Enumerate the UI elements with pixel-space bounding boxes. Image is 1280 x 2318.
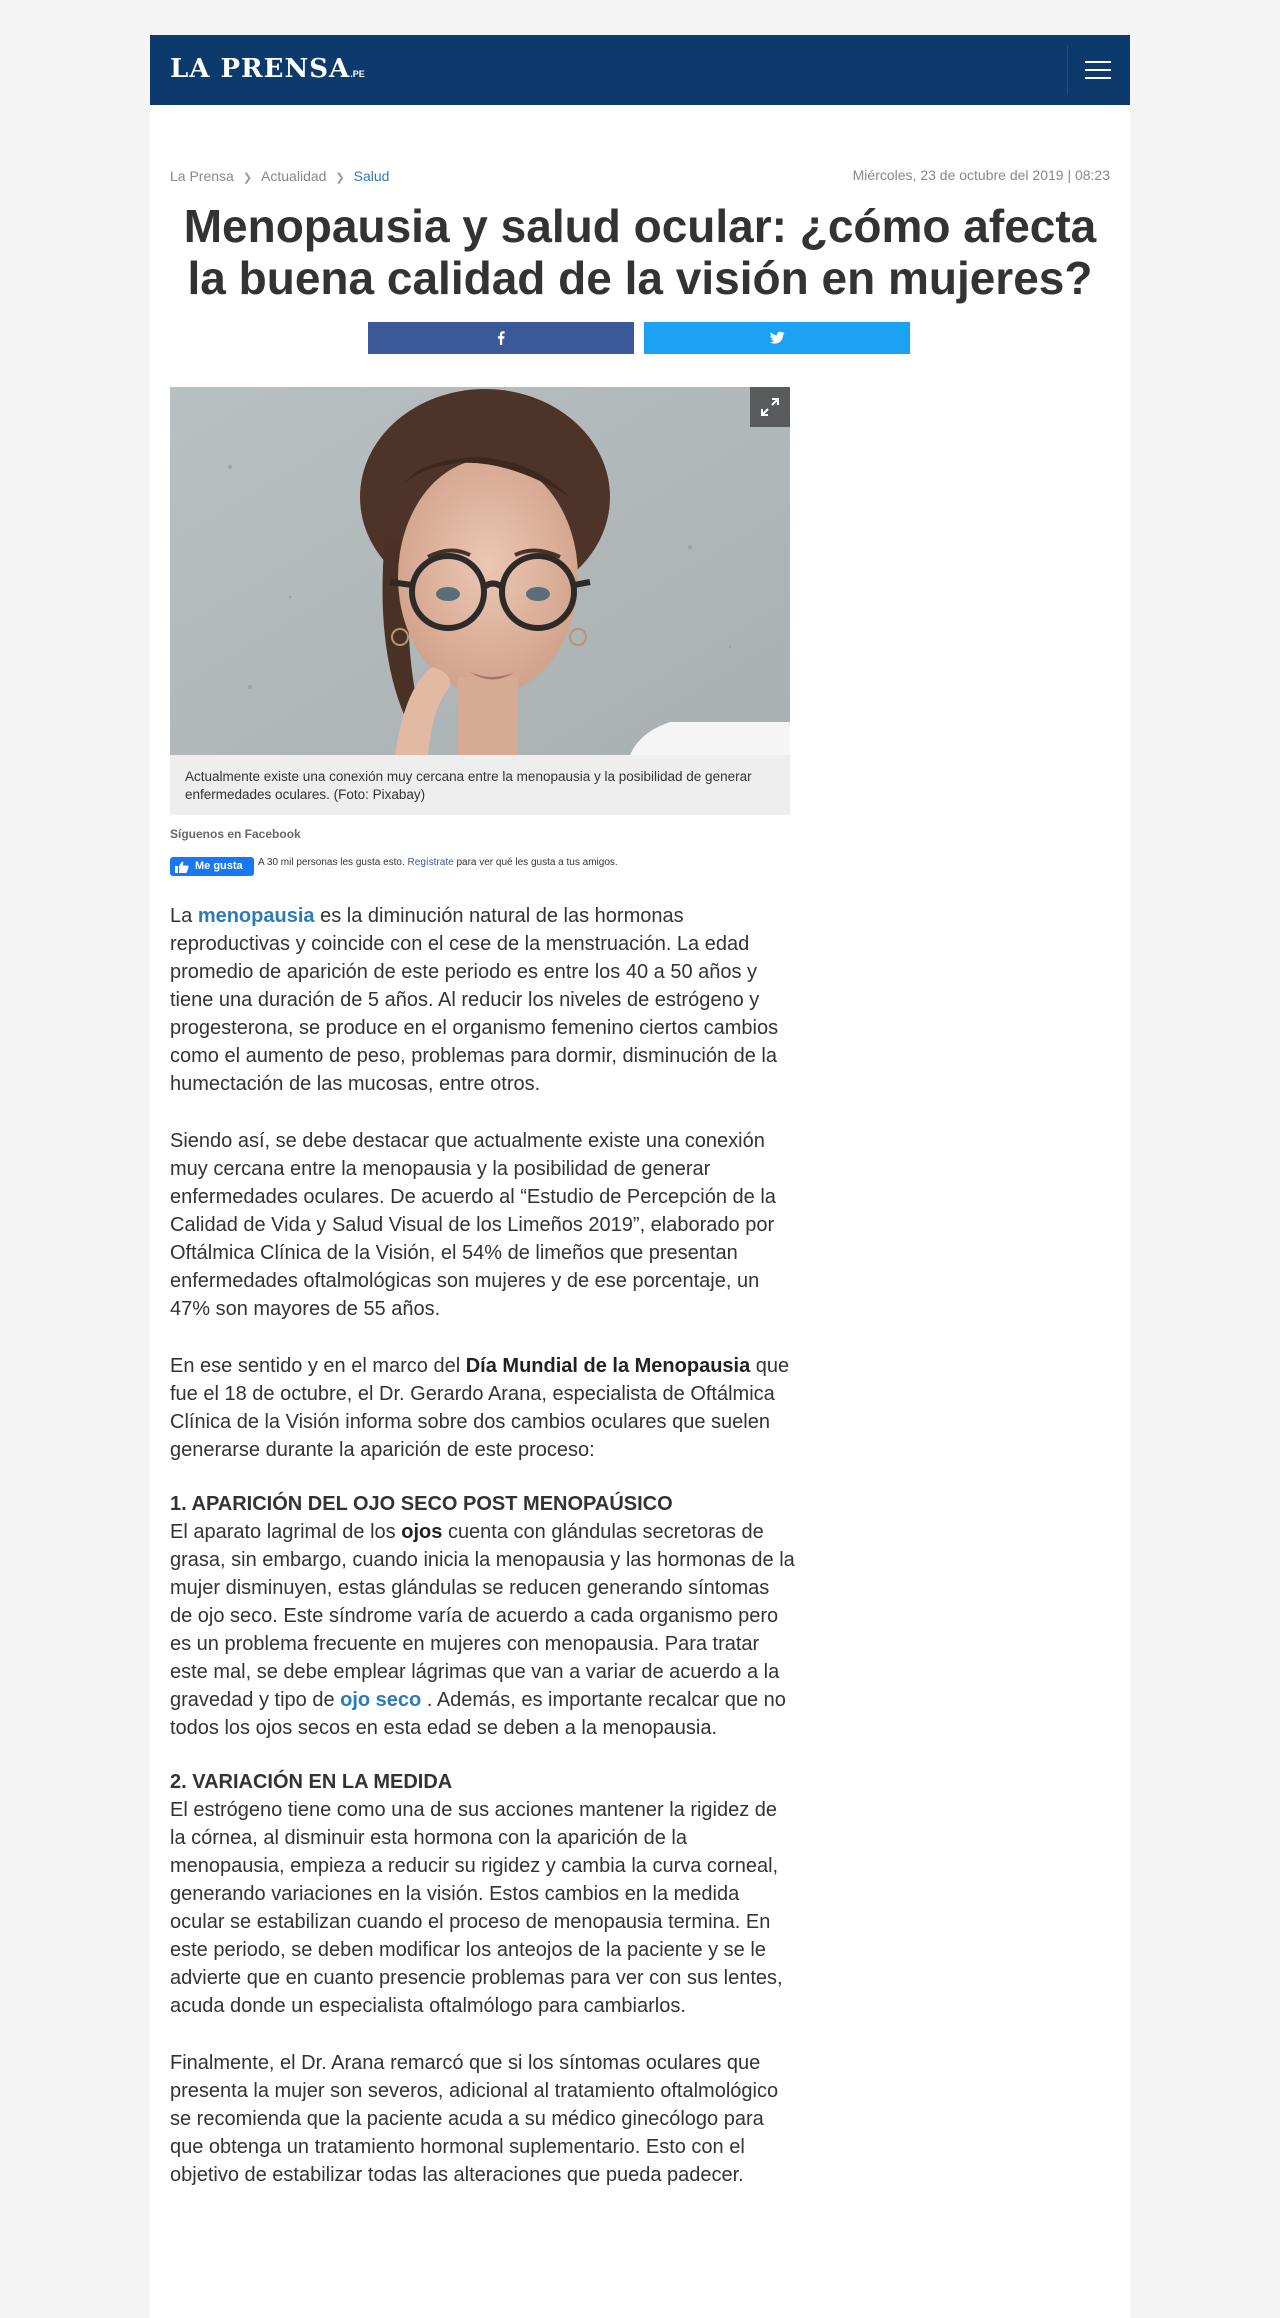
logo-suffix: .PE [350,69,365,79]
menopausia-link[interactable]: menopausia [197,905,315,927]
facebook-like-button[interactable] [170,857,254,876]
register-text: para ver qué les gusta a tus amigos. [456,857,618,868]
bold-text: Día Mundial de la Menopausia [465,1355,751,1377]
image-caption: Actualmente existe una conexión muy cercana entre la menopausia y la posibilidad de generar enfermedades oculares. (Foto: Pixabay) [170,755,790,815]
site-logo[interactable] [170,54,365,84]
share-facebook-button[interactable] [368,322,634,354]
section-heading: 1. APARICIÓN DEL OJO SECO POST MENOPAÚSICO [170,1493,673,1515]
chevron-right-icon: ❯ [335,172,345,184]
article-paragraph: Finalmente, el Dr. Arana remarcó que si los síntomas oculares que presenta la mujer son severos, adicional al tratamiento oftalmológico se recomienda que la paciente acuda a su médico ginecólogo para que obtenga un tratamiento hormonal suplementario. Esto con el objetivo de estabilizar todas las alteraciones que pueda padecer. [170,2052,779,2186]
like-button-label: Me gusta [195,860,243,872]
ojo-seco-link[interactable]: ojo seco [340,1689,422,1711]
article-paragraph: Siendo así, se debe destacar que actualmente existe una conexión muy cercana entre la menopausia y la posibilidad de generar enfermedades oculares. De acuerdo al “Estudio de Percepción de la Calidad de Vida y Salud Visual de los Limeños 2019”, elaborado por Oftálmica Clínica de la Visión, el 54% de limeños que presentan enfermedades oftalmológicas son mujeres y de ese porcentaje, un 47% son mayores de 55 años. [170,1130,776,1320]
article-paragraph: En ese sentido y en el marco del Día Mundial de la Menopausia que fue el 18 de octubre, el Dr. Gerardo Arana, especialista de Oftálmica Clínica de la Visión informa sobre dos cambios oculares que suelen generarse durante la aparición de este proceso: [170,1355,790,1461]
woman-with-glasses-photo [170,387,790,755]
article-image[interactable] [170,387,790,755]
share-twitter-button[interactable] [644,322,910,354]
article-paragraph: El aparato lagrimal de los ojos cuenta con glándulas secretoras de grasa, sin embargo, cuando inicia la menopausia y las hormonas de la mujer disminuyen, estas glándulas se reducen generando síntomas de ojo seco. Este síndrome varía de acuerdo a cada organismo pero es un problema frecuente en mujeres con menopausia. Para tratar este mal, se debe emplear lágrimas que van a variar de acuerdo a la gravedad y tipo de ojo seco . Además, es importante recalcar que no todos los ojos secos en esta edad se deben a la menopausia. [170,1521,795,1739]
breadcrumb-home[interactable]: La Prensa [170,168,234,184]
breadcrumb-category[interactable]: Salud [353,168,390,184]
facebook-follow-label: Síguenos en Facebook [170,827,301,841]
article-paragraph: La menopausia es la diminución natural de las hormonas reproductivas y coincide con el cese de la menstruación. La edad promedio de aparición de este periodo es entre los 40 a 50 años y tiene una duración de 5 años. Al reducir los niveles de estrógeno y progesterona, se produce en el organismo femenino ciertos cambios como el aumento de peso, problemas para dormir, disminución de la humectación de las mucosas, entre otros. [170,905,779,1095]
chevron-right-icon: ❯ [242,172,253,184]
bold-text: ojos [401,1521,443,1543]
expand-icon [761,398,779,416]
page-container [150,35,1130,2318]
article-paragraph: El estrógeno tiene como una de sus acciones mantener la rigidez de la córnea, al disminuir esta hormona con la aparición de la menopausia, empieza a reducir su rigidez y cambia la curva corneal, generando variaciones en la visión. Estos cambios en la medida ocular se estabilizan cuando el proceso de menopausia termina. En este periodo, se deben modificar los anteojos de la paciente y se le advierte que en cuanto presencie problemas para ver con sus lentes, acuda donde un especialista oftalmólogo para cambiarlos. [170,1799,783,2017]
twitter-icon [770,331,785,345]
expand-image-button[interactable] [750,387,790,427]
menu-divider [1067,45,1068,95]
breadcrumb-section[interactable]: Actualidad [261,168,327,184]
article-body [170,902,795,2189]
section-heading: 2. VARIACIÓN EN LA MEDIDA [170,1771,453,1793]
hamburger-menu-icon[interactable] [1082,57,1114,83]
article-title: Menopausia y salud ocular: ¿cómo afecta la buena calidad de la visión en mujeres? [183,200,1097,304]
thumbs-up-icon [175,861,189,873]
publish-date: Miércoles, 23 de octubre del 2019 | 08:23 [852,167,1110,183]
facebook-like-count [258,856,628,870]
breadcrumb [170,168,389,184]
logo-text: LA PRENSA [170,54,351,84]
site-header [150,35,1130,105]
like-count-text: A 30 mil personas les gusta esto. [258,857,405,868]
facebook-icon [494,331,508,345]
register-link[interactable]: Regístrate [407,857,454,868]
